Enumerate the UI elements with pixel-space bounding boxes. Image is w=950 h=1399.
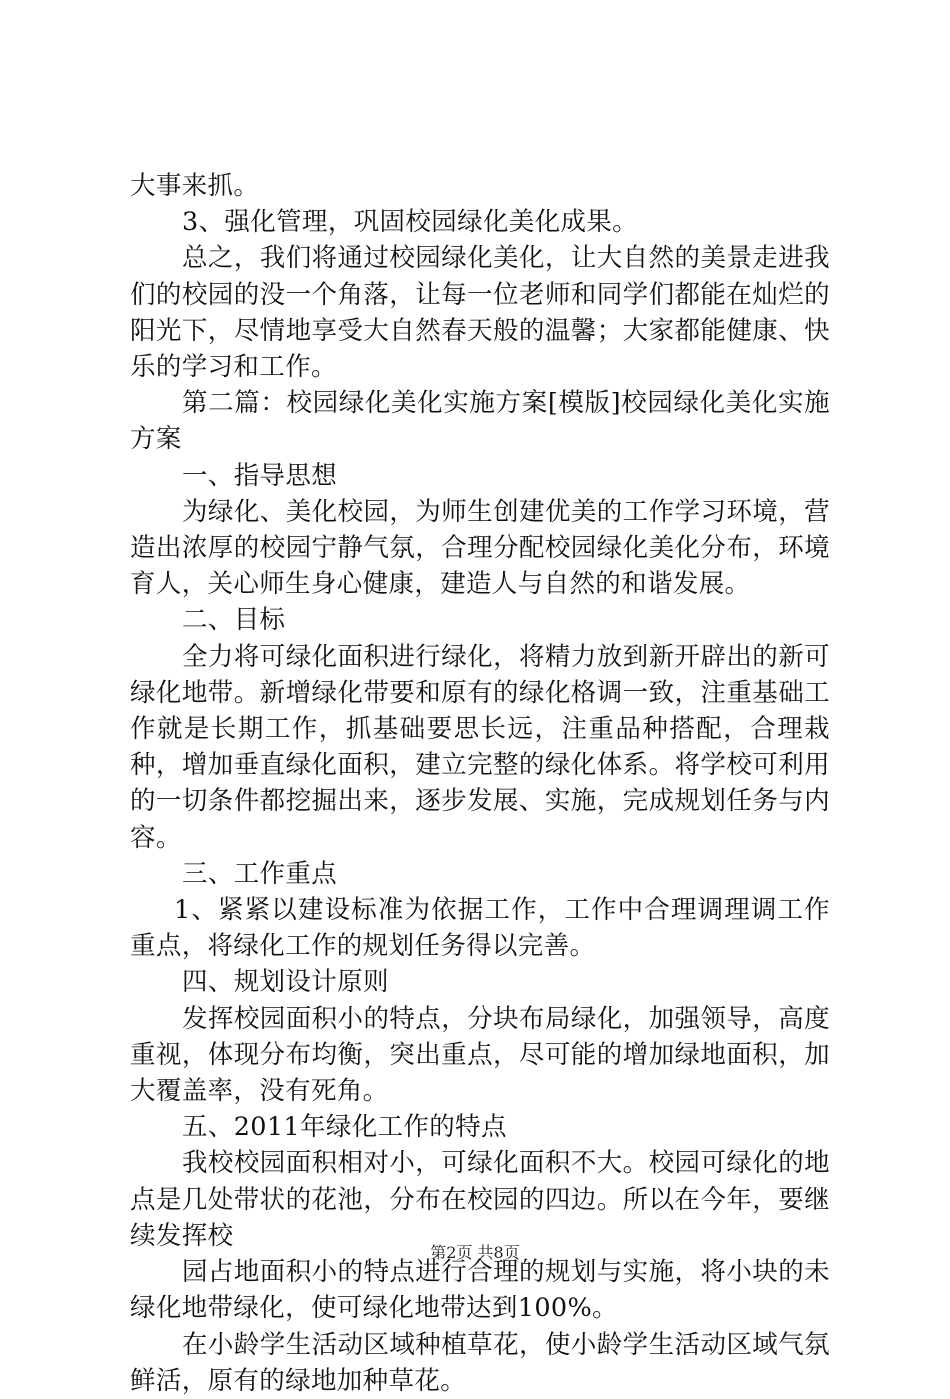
paragraph: 1、紧紧以建设标准为依据工作，工作中合理调理调工作重点，将绿化工作的规划任务得以完善。 [130, 895, 830, 962]
page-footer: 第2页 共8页 [430, 1243, 520, 1262]
paragraph: 大事来抓。 [130, 171, 260, 201]
paragraph: 3、强化管理，巩固校园绿化美化成果。 [182, 207, 639, 238]
paragraph: 为绿化、美化校园，为师生创建优美的工作学习环境，营造出浓厚的校园宁静气氛，合理分配校园绿化美化分布，环境育人，关心师生身心健康，建造人与自然的和谐发展。 [130, 496, 830, 600]
section-heading: 五、2011年绿化工作的特点 [182, 1112, 507, 1143]
section-heading: 一、指导思想 [182, 460, 338, 491]
paragraph: 在小龄学生活动区域种植草花，使小龄学生活动区域气氛鲜活，原有的绿地加种草花。 [130, 1329, 830, 1396]
document-body [130, 168, 830, 1399]
section-heading: 二、目标 [182, 605, 286, 636]
section-heading: 三、工作重点 [182, 858, 338, 889]
paragraph: 全力将可绿化面积进行绿化，将精力放到新开辟出的新可绿化地带。新增绿化带要和原有的绿化格调一致，注重基础工作就是长期工作，抓基础要思长远，注重品种搭配，合理栽种，增加垂直绿化面积，建立完整的绿化体系。将学校可利用的一切条件都挖掘出来，逐步发展、实施，完成规划任务与内容。 [130, 641, 830, 853]
section-title: 第二篇：校园绿化美化实施方案[模版]校园绿化美化实施方案 [130, 388, 830, 455]
paragraph: 总之，我们将通过校园绿化美化，让大自然的美景走进我们的校园的没一个角落，让每一位老师和同学们都能在灿烂的阳光下，尽情地享受大自然春天般的温馨；大家都能健康、快乐的学习和工作。 [130, 243, 830, 383]
section-heading: 四、规划设计原则 [182, 967, 389, 998]
paragraph: 发挥校园面积小的特点，分块布局绿化，加强领导，高度重视，体现分布均衡，突出重点，尽可能的增加绿地面积，加大覆盖率，没有死角。 [130, 1003, 830, 1107]
paragraph: 园占地面积小的特点进行合理的规划与实施，将小块的未绿化地带绿化，使可绿化地带达到100%。 [130, 1257, 830, 1324]
paragraph: 我校校园面积相对小，可绿化面积不大。校园可绿化的地点是几处带状的花池，分布在校园的四边。所以在今年，要继续发挥校 [130, 1148, 830, 1251]
